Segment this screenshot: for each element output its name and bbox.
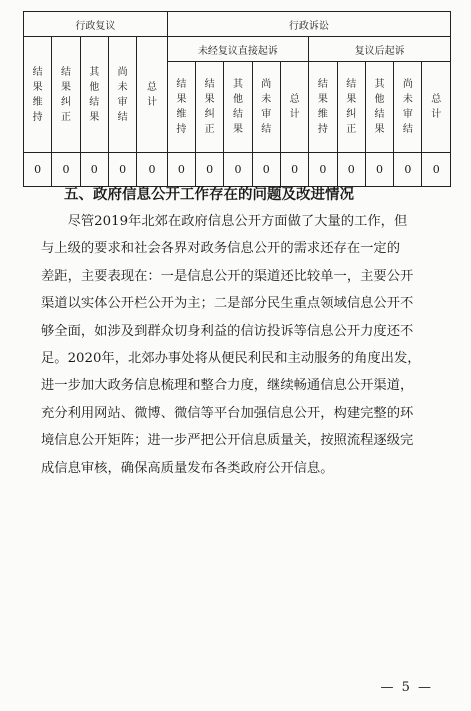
- table-cell: 0: [52, 153, 80, 187]
- table-cell: 0: [394, 153, 422, 187]
- col-direct-pending: 尚未审结: [252, 62, 280, 153]
- body-line: 够全面，如涉及到群众切身利益的信访投诉等信息公开力度还不: [41, 323, 414, 339]
- table-cell: 0: [337, 153, 365, 187]
- col-after-corrected: 结果纠正: [337, 62, 365, 153]
- col-review-maintained: 结果维持: [24, 37, 52, 153]
- header-admin-litigation: 行政诉讼: [167, 12, 450, 37]
- table-cell: 0: [309, 153, 337, 187]
- col-after-total: 总计: [422, 62, 451, 153]
- table-cell: 0: [24, 153, 52, 187]
- body-line: 成信息审核，确保高质量发布各类政府公开信息。: [41, 460, 334, 476]
- table-row: [24, 153, 451, 187]
- table-cell: 0: [252, 153, 280, 187]
- body-line: 与上级的要求和社会各界对政务信息公开的需求还存在一定的: [41, 241, 401, 257]
- table-cell: 0: [365, 153, 393, 187]
- body-line: 境信息公开矩阵；进一步严把公开信息质量关，按照流程逐级完: [41, 433, 414, 449]
- section-body: [41, 208, 435, 482]
- col-review-total: 总计: [137, 37, 167, 153]
- page-number: — 5 —: [380, 680, 433, 695]
- header-no-review-litigation: 未经复议直接起诉: [167, 37, 309, 62]
- col-review-other: 其他结果: [80, 37, 108, 153]
- table-cell: 0: [280, 153, 308, 187]
- col-after-other: 其他结果: [365, 62, 393, 153]
- col-direct-total: 总计: [280, 62, 308, 153]
- table-cell: 0: [108, 153, 136, 187]
- col-direct-corrected: 结果纠正: [195, 62, 223, 153]
- table-cell: 0: [137, 153, 167, 187]
- admin-review-litigation-table: [23, 11, 451, 187]
- col-direct-maintained: 结果维持: [167, 62, 195, 153]
- table-cell: 0: [224, 153, 252, 187]
- body-line: 足。2020年，北郊办事处将从便民利民和主动服务的角度出发，: [41, 351, 421, 367]
- section-title: 五、政府信息公开工作存在的问题及改进情况: [64, 187, 354, 203]
- header-admin-review: 行政复议: [24, 12, 168, 37]
- body-line: 尽管2019年北郊在政府信息公开方面做了大量的工作，但: [41, 214, 408, 229]
- body-line: 渠道以实体公开栏公开为主；二是部分民生重点领域信息公开不: [41, 296, 414, 312]
- col-direct-other: 其他结果: [224, 62, 252, 153]
- table-cell: 0: [422, 153, 451, 187]
- body-line: 进一步加大政务信息梳理和整合力度，继续畅通信息公开渠道，: [41, 378, 414, 394]
- body-line: 充分利用网站、微博、微信等平台加强信息公开，构建完整的环: [41, 405, 414, 421]
- header-after-review-litigation: 复议后起诉: [309, 37, 451, 62]
- table-cell: 0: [80, 153, 108, 187]
- col-review-corrected: 结果纠正: [52, 37, 80, 153]
- col-after-pending: 尚未审结: [394, 62, 422, 153]
- table-cell: 0: [195, 153, 223, 187]
- col-review-pending: 尚未审结: [108, 37, 136, 153]
- table-cell: 0: [167, 153, 195, 187]
- col-after-maintained: 结果维持: [309, 62, 337, 153]
- body-line: 差距，主要表现在：一是信息公开的渠道还比较单一，主要公开: [41, 268, 414, 284]
